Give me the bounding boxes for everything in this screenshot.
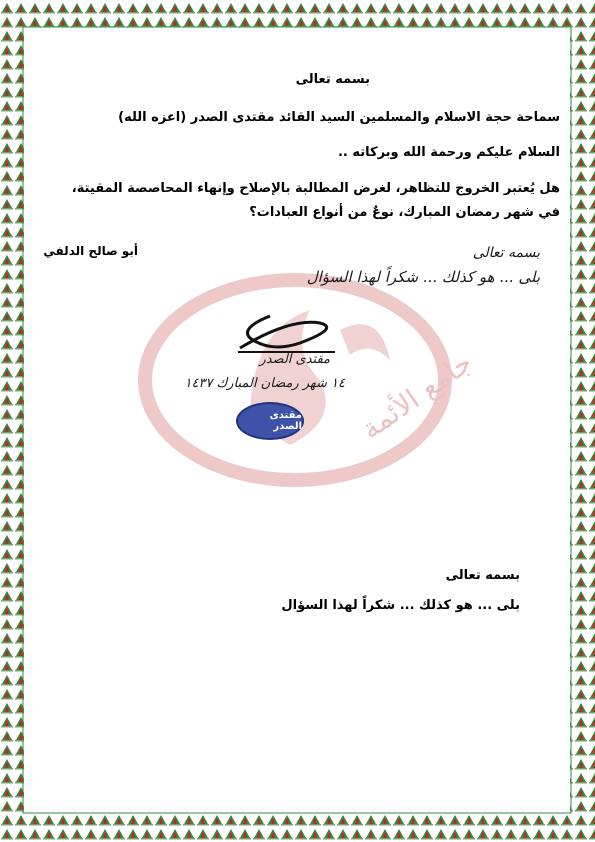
signature-icon (230, 308, 350, 358)
handwritten-answer: بلى ... هو كذلك ... شكراً لهذا السؤال (306, 268, 540, 286)
handwritten-date: ١٤ شهر رمضان المبارك ١٤٣٧ (184, 376, 345, 391)
official-seal-stamp: مقتدى الصدر (236, 402, 304, 440)
reply-answer: بلى ... هو كذلك ... شكراً لهذا السؤال (281, 598, 520, 613)
reply-heading: بسمه تعالى (445, 568, 520, 583)
signature-name: مقتدى الصدر (259, 352, 330, 367)
letter-heading: بسمه تعالى (295, 72, 370, 87)
letter-question-line1: هل يُعتبر الخروج للتظاهر، لغرض المطالبة بالإصلاح وإنهاء المحاصصة المقيتة، (71, 181, 560, 196)
letter-question-line2: في شهر رمضان المبارك، نوعٌ من أنواع العبادات؟ (249, 205, 560, 220)
handwritten-heading: بسمه تعالى (472, 245, 540, 261)
letter-greeting: السلام عليكم ورحمة الله وبركاته .. (337, 145, 560, 160)
watermark-text: جامع الأئمة (355, 345, 479, 446)
letter-addressee: سماحة حجة الاسلام والمسلمين السيد القائد مقتدى الصدر (اعزه الله) (118, 110, 560, 125)
letter-sender: أبو صالح الدلفي (43, 244, 138, 258)
